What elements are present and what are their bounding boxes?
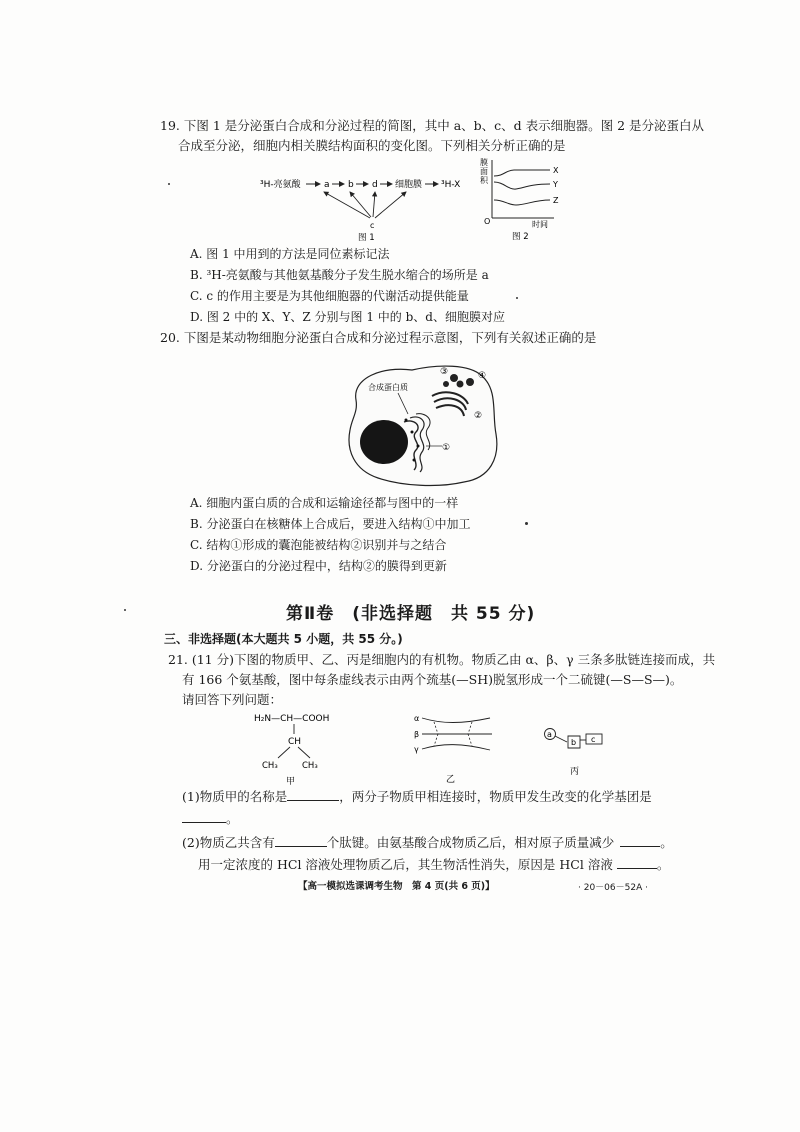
q21-stem-line1: 21. (11 分)下图的物质甲、乙、丙是细胞内的有机物。物质乙由 α、β、γ 三条多肽链连接而成，共 [168, 652, 716, 667]
answer-blank[interactable] [620, 834, 660, 847]
vesicle [450, 374, 458, 382]
q21-sub1-text-a: (1)物质甲的名称是 [182, 789, 288, 804]
alpha-label: α [414, 714, 420, 723]
q20-cell-diagram [342, 360, 502, 490]
jia-ch3-left: CH₃ [262, 761, 278, 771]
structure-1-label: ① [442, 443, 451, 453]
bond-line [298, 747, 310, 758]
q19-option-b: B. ³H-亮氨酸与其他氨基酸分子发生脱水缩合的场所是 a [190, 268, 489, 282]
fig2-curve-z [494, 200, 550, 205]
disulfide-bond [468, 734, 472, 746]
fig2-ylabel: 面 [480, 167, 488, 176]
jia-ch3-right: CH₃ [302, 761, 318, 771]
q20-option-c: C. 结构①形成的囊泡能被结构②识别并与之结合 [190, 538, 447, 552]
answer-blank[interactable] [287, 788, 339, 801]
bond-line [555, 736, 567, 742]
gamma-chain [422, 745, 490, 750]
fig1-b-label: b [348, 180, 354, 190]
q19-stem-line2: 合成至分泌，细胞内相关膜结构面积的变化图。下列相关分析正确的是 [178, 138, 566, 153]
beta-label: β [414, 730, 420, 739]
scan-speck [168, 183, 170, 185]
q21-sub1-line [182, 788, 652, 805]
bing-c-label: c [591, 735, 596, 744]
fig2-curve-x [494, 170, 550, 176]
vesicle [457, 381, 464, 388]
q21-sub2-end: 。 [660, 835, 673, 850]
q21-sub2-line2-text: 用一定浓度的 HCl 溶液处理物质乙后，其生物活性消失，原因是 HCl 溶液 [198, 857, 613, 872]
fig2-ylabel: 膜 [480, 158, 488, 167]
page-footer: 【高一模拟选课调考生物 第 4 页(共 6 页)】 [298, 881, 495, 892]
q21-sub2-line [182, 834, 673, 851]
bing-structure-diagram [540, 722, 620, 786]
fig2-origin-label: O [484, 217, 491, 226]
jia-structural-formula [250, 710, 370, 786]
q20-stem: 20. 下图是某动物细胞分泌蛋白合成和分泌过程示意图，下列有关叙述正确的是 [160, 330, 597, 345]
disulfide-bond [468, 722, 472, 734]
fig1-c-arrow [324, 192, 370, 218]
section3-heading: 三、非选择题(本大题共 5 小题，共 55 分。) [164, 632, 403, 646]
fig1-c-arrow [375, 192, 406, 218]
fig1-d-label: d [372, 180, 378, 190]
fig1-start-label: ³H-亮氨酸 [260, 180, 301, 190]
fig1-c-arrow [373, 192, 375, 217]
q19-option-d: D. 图 2 中的 X、Y、Z 分别与图 1 中的 b、d、细胞膜对应 [190, 310, 505, 324]
fig1-c-label: c [370, 221, 375, 230]
jia-ch-text: CH [288, 737, 302, 747]
gamma-label: γ [414, 745, 419, 754]
fig2-curve-y [494, 182, 550, 189]
answer-blank[interactable] [275, 834, 327, 847]
fig2-x-label: 时间 [532, 220, 548, 229]
q19-figure1-flow-diagram [258, 170, 491, 242]
jia-caption: 甲 [286, 777, 296, 786]
fig2-caption: 图 2 [512, 232, 529, 242]
q21-sub1-line2 [182, 810, 239, 827]
q20-option-d: D. 分泌蛋白的分泌过程中，结构②的膜得到更新 [190, 559, 447, 573]
q19-figure2-graph [478, 156, 568, 242]
q21-sub2-line2 [198, 856, 669, 873]
fig2-series-z-label: Z [553, 196, 559, 205]
q21-sub2-text-b: 个肽键。由氨基酸合成物质乙后，相对原子质量减少 [326, 835, 615, 850]
bing-b-label: b [571, 738, 577, 747]
bond-line [278, 747, 290, 758]
scan-speck [525, 522, 528, 525]
q21-stem-line2: 有 166 个氨基酸，图中每条虚线表示由两个巯基(—SH)脱氢形成一个二硫键(—S—S—)。 [182, 672, 683, 687]
fig1-membrane-label: 细胞膜 [395, 180, 423, 190]
structure-2-label: ② [474, 411, 483, 421]
scan-speck [124, 609, 126, 611]
fig1-a-label: a [324, 180, 330, 190]
q19-option-c: C. c 的作用主要是为其他细胞器的代谢活动提供能量 [190, 289, 469, 303]
structure-4-label: ④ [478, 371, 487, 381]
fig2-series-y-label: Y [553, 180, 558, 189]
q21-stem-line3: 请回答下列问题： [182, 692, 283, 707]
q20-option-b: B. 分泌蛋白在核糖体上合成后，要进入结构①中加工 [190, 517, 471, 531]
structure-3-label: ③ [440, 367, 449, 377]
q21-sub1-text-b: ，两分子物质甲相连接时，物质甲发生改变的化学基团是 [339, 789, 652, 804]
bing-a-label: a [547, 730, 552, 739]
fig2-ylabel: 积 [480, 176, 488, 185]
vesicle [443, 381, 449, 387]
yi-polypeptide-diagram [412, 712, 502, 786]
disulfide-bond [434, 722, 438, 734]
disulfide-bond [434, 734, 438, 746]
vesicle [466, 378, 474, 386]
bing-caption: 丙 [570, 767, 580, 777]
synthesize-protein-label: 合成蛋白质 [368, 383, 408, 392]
nucleus [360, 420, 408, 464]
q21-sub2-line2-end: 。 [656, 857, 670, 872]
page-code: · 20－06－52A · [578, 883, 648, 893]
jia-formula-text: H₂N—CH—COOH [254, 714, 330, 724]
q19-stem-line1: 19. 下图 1 是分泌蛋白合成和分泌过程的简图，其中 a、b、c、d 表示细胞器。图 2 是分泌蛋白从 [160, 118, 705, 133]
q20-option-a: A. 细胞内蛋白质的合成和运输途径都与图中的一样 [190, 496, 459, 510]
answer-blank[interactable] [182, 810, 226, 823]
scan-speck [516, 297, 518, 299]
part2-title: 第Ⅱ卷 (非选择题 共 55 分) [286, 604, 536, 624]
q21-sub2-text-a: (2)物质乙共含有 [182, 835, 275, 850]
fig1-end-label: ³H-X [441, 180, 461, 190]
q19-option-a: A. 图 1 中用到的方法是同位素标记法 [190, 247, 390, 261]
fig2-series-x-label: X [553, 166, 559, 175]
q21-sub1-end: 。 [226, 811, 239, 826]
fig1-caption: 图 1 [358, 233, 375, 242]
fig1-c-arrow [350, 192, 371, 217]
yi-caption: 乙 [446, 775, 456, 785]
alpha-chain [422, 718, 490, 723]
answer-blank[interactable] [617, 856, 657, 869]
